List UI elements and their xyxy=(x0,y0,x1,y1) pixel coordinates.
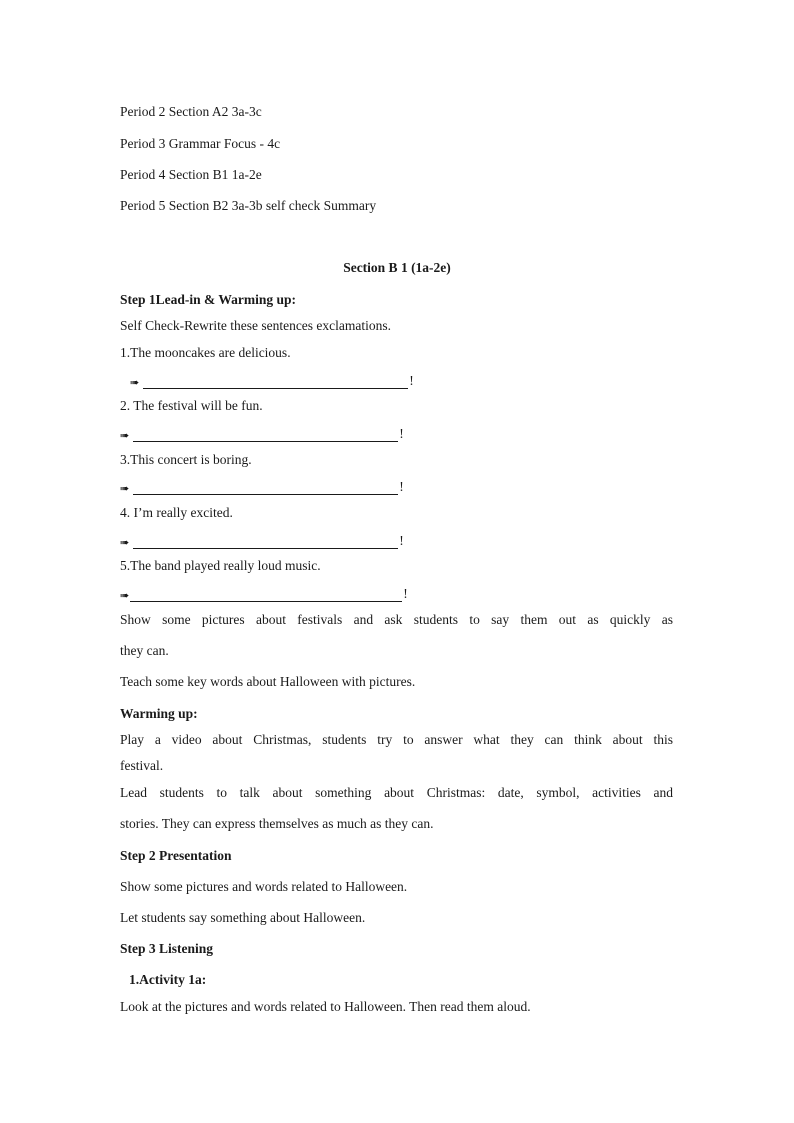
answer-line xyxy=(130,371,414,389)
answer-blank[interactable] xyxy=(130,589,402,602)
period-item: Period 2 Section A2 3a-3c xyxy=(120,104,262,119)
exclamation-mark: ! xyxy=(403,586,408,601)
activity-heading: 1.Activity 1a: xyxy=(129,972,207,987)
exclamation-mark: ! xyxy=(399,479,404,494)
answer-line xyxy=(120,584,408,602)
paragraph-line: Show some pictures and words related to Halloween. xyxy=(120,879,408,894)
step1-heading: Step 1Lead-in & Warming up: xyxy=(120,292,297,307)
period-item: Period 4 Section B1 1a-2e xyxy=(120,167,262,182)
paragraph-line: Show some pictures about festivals and ask students to say them out as quickly as xyxy=(120,612,673,627)
paragraph-line: Lead students to talk about something about Christmas: date, symbol, activities and xyxy=(120,785,673,800)
exercise-sentence: 2. The festival will be fun. xyxy=(120,398,263,413)
arrow-icon: ➠ xyxy=(120,483,130,495)
answer-blank[interactable] xyxy=(133,482,398,495)
exercise-sentence: 4. I’m really excited. xyxy=(120,505,233,520)
arrow-icon: ➠ xyxy=(120,590,130,602)
answer-line xyxy=(120,424,404,442)
exercise-sentence: 5.The band played really loud music. xyxy=(120,558,321,573)
exclamation-mark: ! xyxy=(399,533,404,548)
exercise-sentence: 1.The mooncakes are delicious. xyxy=(120,345,291,360)
paragraph-line: festival. xyxy=(120,758,164,773)
exercise-sentence: 3.This concert is boring. xyxy=(120,452,252,467)
exclamation-mark: ! xyxy=(399,426,404,441)
answer-blank[interactable] xyxy=(133,429,398,442)
exclamation-mark: ! xyxy=(409,373,414,388)
section-title: Section B 1 (1a-2e) xyxy=(343,260,451,275)
period-item: Period 5 Section B2 3a-3b self check Summary xyxy=(120,198,377,213)
self-check-instruction: Self Check-Rewrite these sentences exclamations. xyxy=(120,318,392,333)
paragraph-line: Look at the pictures and words related to Halloween. Then read them aloud. xyxy=(120,999,531,1014)
paragraph-line: they can. xyxy=(120,643,169,658)
answer-blank[interactable] xyxy=(133,536,398,549)
period-item: Period 3 Grammar Focus - 4c xyxy=(120,136,281,151)
arrow-icon: ➠ xyxy=(120,537,130,549)
paragraph-line: Teach some key words about Halloween with pictures. xyxy=(120,674,416,689)
answer-blank[interactable] xyxy=(143,376,408,389)
paragraph-line: Play a video about Christmas, students try to answer what they can think about this xyxy=(120,732,673,747)
answer-line xyxy=(120,531,404,549)
answer-line xyxy=(120,477,404,495)
arrow-icon: ➠ xyxy=(130,377,140,389)
paragraph-line: stories. They can express themselves as much as they can. xyxy=(120,816,434,831)
arrow-icon: ➠ xyxy=(120,430,130,442)
step3-heading: Step 3 Listening xyxy=(120,941,214,956)
step2-heading: Step 2 Presentation xyxy=(120,848,232,863)
warming-heading: Warming up: xyxy=(120,706,198,721)
paragraph-line: Let students say something about Halloween. xyxy=(120,910,366,925)
